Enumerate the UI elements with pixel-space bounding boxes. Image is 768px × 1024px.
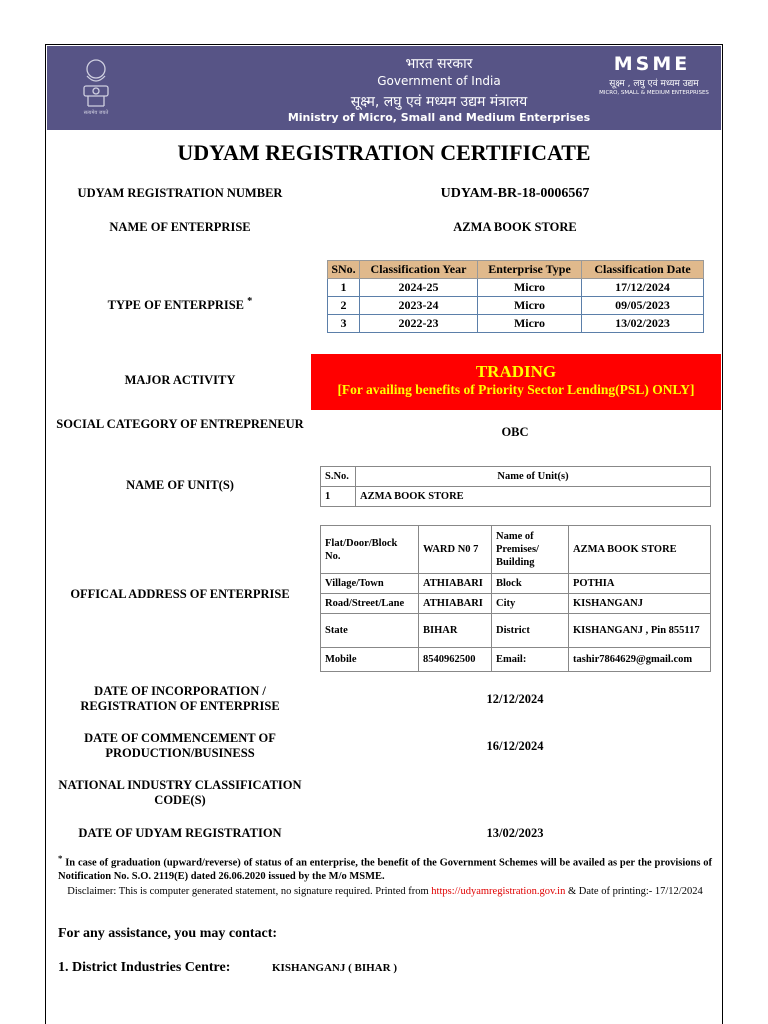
table-cell: 2 bbox=[328, 297, 360, 315]
email-value: tashir7864629@gmail.com bbox=[569, 648, 711, 672]
banner-hindi-govt: भारत सरकार bbox=[405, 56, 473, 72]
premises-label: Name of Premises/ Building bbox=[492, 526, 569, 574]
table-row bbox=[321, 594, 711, 614]
table-cell: Micro bbox=[478, 279, 582, 297]
state-value: BIHAR bbox=[419, 614, 492, 648]
block-label: Block bbox=[492, 574, 569, 594]
table-cell: 17/12/2024 bbox=[582, 279, 704, 297]
city-value: KISHANGANJ bbox=[569, 594, 711, 614]
col-header: Enterprise Type bbox=[478, 261, 582, 279]
table-cell: 2022-23 bbox=[360, 315, 478, 333]
table-cell: 2023-24 bbox=[360, 297, 478, 315]
table-cell: Micro bbox=[478, 297, 582, 315]
units-label: NAME OF UNIT(S) bbox=[126, 478, 234, 492]
city-label: City bbox=[492, 594, 569, 614]
enterprise-name-label: NAME OF ENTERPRISE bbox=[109, 220, 251, 234]
district-label: District bbox=[492, 614, 569, 648]
dic-value: KISHANGANJ ( BIHAR ) bbox=[272, 962, 397, 974]
msme-logo-text: MSME bbox=[613, 54, 691, 72]
disclaimer-text: Disclaimer: This is computer generated statement, no signature required. Printed from bbox=[67, 886, 432, 897]
table-cell: Micro bbox=[478, 315, 582, 333]
table-cell: 09/05/2023 bbox=[582, 297, 704, 315]
address-table bbox=[320, 525, 711, 672]
road-label: Road/Street/Lane bbox=[321, 594, 419, 614]
msme-logo-icon bbox=[600, 54, 704, 72]
table-header-row bbox=[328, 261, 704, 279]
road-value: ATHIABARI bbox=[419, 594, 492, 614]
disclaimer-print-date: & Date of printing:- 17/12/2024 bbox=[565, 886, 703, 897]
flat-value: WARD N0 7 bbox=[419, 526, 492, 574]
commencement-date-label: DATE OF COMMENCEMENT OF PRODUCTION/BUSINESS bbox=[84, 731, 276, 760]
msme-logo-subtitle: MICRO, SMALL & MEDIUM ENTERPRISES bbox=[599, 90, 709, 96]
note-text: In case of graduation (upward/reverse) of status of an enterprise, the benefit of the Government Schemes will be availed as per the provisions of Notification No. S.O. 2119(E) dated 26.06.2020 issued by the M/o MSME. bbox=[58, 857, 713, 882]
units-table bbox=[320, 466, 711, 507]
assistance-heading: For any assistance, you may contact: bbox=[58, 926, 278, 941]
address-label: OFFICAL ADDRESS OF ENTERPRISE bbox=[70, 587, 290, 601]
social-category-label: SOCIAL CATEGORY OF ENTREPRENEUR bbox=[56, 417, 304, 431]
incorporation-date-label: DATE OF INCORPORATION / REGISTRATION OF ENTERPRISE bbox=[80, 684, 280, 713]
table-cell: 13/02/2023 bbox=[582, 315, 704, 333]
reg-no-value: UDYAM-BR-18-0006567 bbox=[440, 186, 590, 201]
table-row bbox=[321, 648, 711, 672]
enterprise-type-star: * bbox=[247, 296, 253, 307]
major-activity-value: TRADING bbox=[475, 362, 557, 381]
col-header: Name of Unit(s) bbox=[356, 467, 711, 487]
commencement-date-value: 16/12/2024 bbox=[486, 739, 544, 753]
table-header-row bbox=[321, 467, 711, 487]
table-row bbox=[328, 279, 704, 297]
village-label: Village/Town bbox=[321, 574, 419, 594]
udyam-date-label: DATE OF UDYAM REGISTRATION bbox=[78, 826, 282, 840]
nic-code-label: NATIONAL INDUSTRY CLASSIFICATION CODE(S) bbox=[58, 778, 302, 807]
table-row bbox=[321, 614, 711, 648]
flat-label: Flat/Door/Block No. bbox=[321, 526, 419, 574]
table-row bbox=[321, 487, 711, 507]
banner-ministry: Ministry of Micro, Small and Medium Enterprises bbox=[287, 111, 591, 124]
col-header: S.No. bbox=[321, 467, 356, 487]
premises-value: AZMA BOOK STORE bbox=[569, 526, 711, 574]
svg-text:सत्यमेव जयते: सत्यमेव जयते bbox=[83, 110, 109, 116]
enterprise-type-label-text: TYPE OF ENTERPRISE bbox=[107, 298, 245, 313]
enterprise-name-value: AZMA BOOK STORE bbox=[453, 220, 577, 234]
govt-banner bbox=[47, 46, 721, 130]
udyam-website-link[interactable]: https://udyamregistration.gov.in bbox=[431, 886, 566, 897]
msme-logo-hindi: सूक्ष्म , लघु एवं मध्यम उद्यम bbox=[609, 79, 699, 89]
state-label: State bbox=[321, 614, 419, 648]
banner-govt-of-india: Government of India bbox=[377, 74, 501, 88]
district-value: KISHANGANJ , Pin 855117 bbox=[569, 614, 711, 648]
table-cell: 2024-25 bbox=[360, 279, 478, 297]
mobile-label: Mobile bbox=[321, 648, 419, 672]
major-activity-box bbox=[311, 354, 721, 410]
major-activity-label: MAJOR ACTIVITY bbox=[124, 373, 236, 387]
block-value: POTHIA bbox=[569, 574, 711, 594]
social-category-value: OBC bbox=[501, 425, 529, 439]
table-row bbox=[321, 526, 711, 574]
enterprise-type-label bbox=[55, 294, 305, 313]
dic-label: 1. District Industries Centre: bbox=[58, 960, 231, 975]
mobile-value: 8540962500 bbox=[419, 648, 492, 672]
graduation-note bbox=[58, 852, 712, 883]
table-cell: 1 bbox=[321, 487, 356, 507]
table-cell: AZMA BOOK STORE bbox=[356, 487, 711, 507]
incorporation-date-value: 12/12/2024 bbox=[486, 692, 544, 706]
table-cell: 1 bbox=[328, 279, 360, 297]
classification-table bbox=[327, 260, 704, 333]
banner-hindi-ministry: सूक्ष्म, लघु एवं मध्यम उद्यम मंत्रालय bbox=[350, 94, 528, 110]
table-row bbox=[321, 574, 711, 594]
table-cell: 3 bbox=[328, 315, 360, 333]
table-row bbox=[328, 297, 704, 315]
table-row bbox=[328, 315, 704, 333]
note-star: * bbox=[58, 853, 63, 863]
major-activity-note: [For availing benefits of Priority Sector Lending(PSL) ONLY] bbox=[337, 382, 695, 397]
col-header: SNo. bbox=[328, 261, 360, 279]
disclaimer bbox=[58, 885, 712, 898]
village-value: ATHIABARI bbox=[419, 574, 492, 594]
col-header: Classification Year bbox=[360, 261, 478, 279]
certificate-title: UDYAM REGISTRATION CERTIFICATE bbox=[177, 140, 591, 165]
col-header: Classification Date bbox=[582, 261, 704, 279]
udyam-date-value: 13/02/2023 bbox=[486, 826, 544, 840]
reg-no-label: UDYAM REGISTRATION NUMBER bbox=[77, 186, 283, 200]
email-label: Email: bbox=[492, 648, 569, 672]
